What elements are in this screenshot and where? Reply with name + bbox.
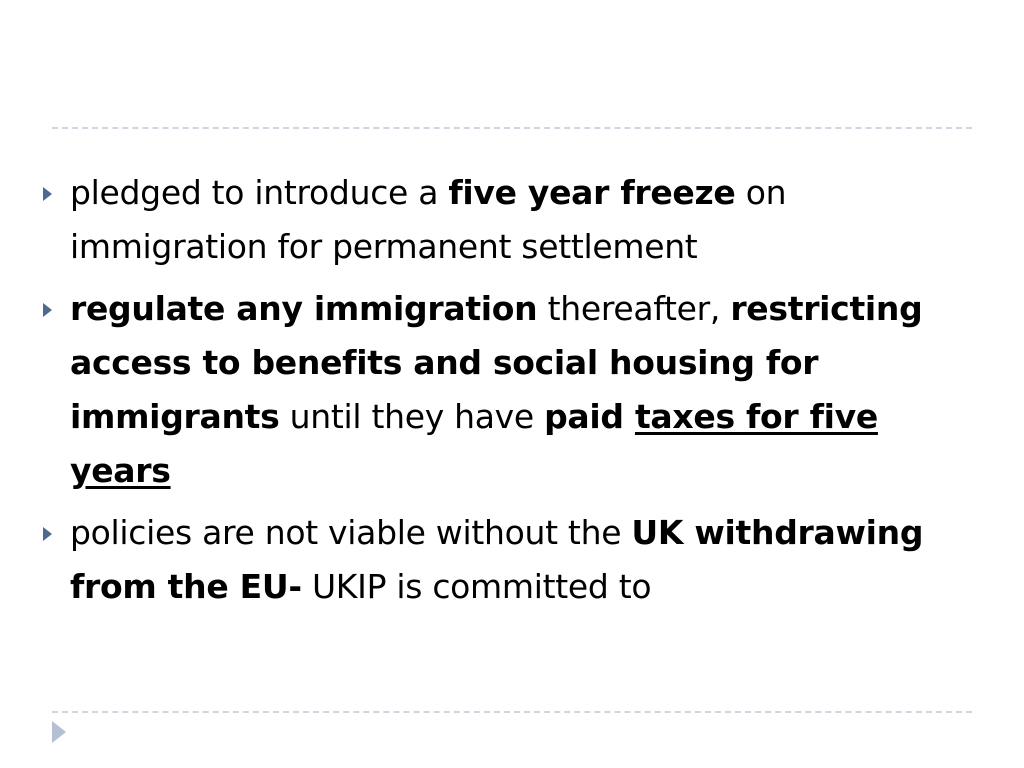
bullet-text-segment: regulate any immigration bbox=[70, 289, 538, 328]
bullet-text-segment: taxes for five years bbox=[70, 397, 878, 490]
bullet-item-1 bbox=[40, 166, 970, 274]
bottom-divider bbox=[52, 711, 972, 713]
bullet-text-segment: until they have bbox=[279, 397, 545, 436]
bullet-arrow-icon bbox=[43, 527, 52, 541]
bullet-arrow-icon bbox=[43, 187, 52, 201]
bullet-text-segment: on immigration for permanent settlement bbox=[70, 173, 787, 266]
bullet-text-segment: UKIP is committed to bbox=[301, 567, 652, 606]
bullet-text-segment: UK withdrawing from the EU- bbox=[70, 513, 924, 606]
bullet-text-segment: paid bbox=[544, 397, 635, 436]
bullet-item-2 bbox=[40, 282, 970, 498]
bullet-text-segment: policies are not viable without the bbox=[70, 513, 632, 552]
corner-arrow-icon bbox=[52, 721, 66, 743]
bullet-text-segment: five year freeze bbox=[448, 173, 736, 212]
top-divider bbox=[52, 127, 972, 129]
bullet-text-segment: thereafter, bbox=[537, 289, 731, 328]
bullet-arrow-icon bbox=[43, 303, 52, 317]
bullet-text-segment: restricting access to benefits and social housing for immigrants bbox=[70, 289, 923, 436]
bullet-text-segment: pledged to introduce a bbox=[70, 173, 449, 212]
bullet-item-3 bbox=[40, 506, 970, 614]
bullet-list bbox=[40, 166, 970, 622]
